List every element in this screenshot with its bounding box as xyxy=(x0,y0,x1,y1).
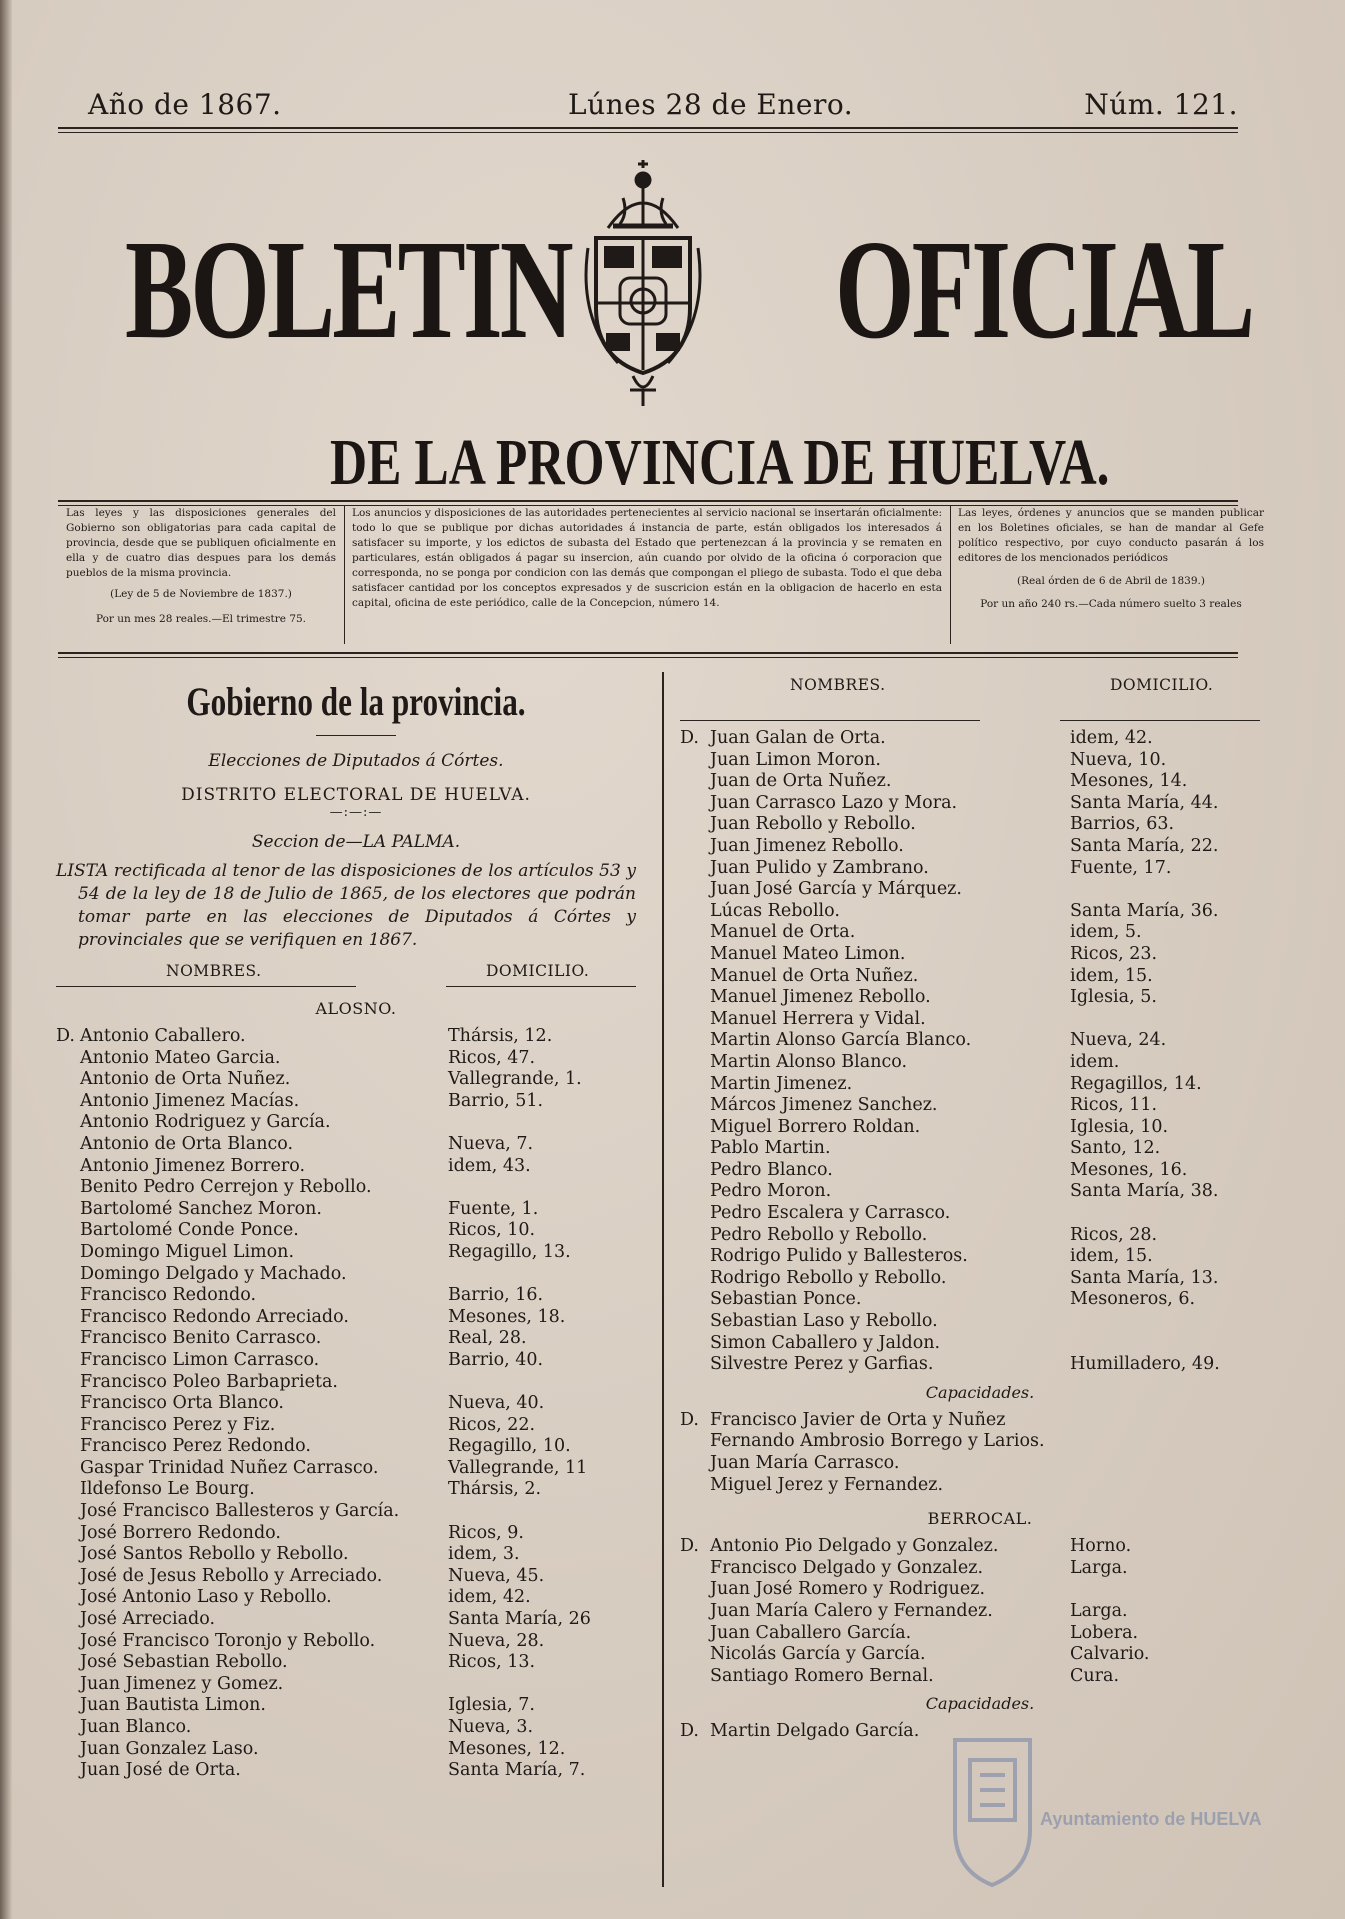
list-item xyxy=(680,793,1280,815)
list-item xyxy=(56,1307,656,1329)
elector-name: Martin Delgado García. xyxy=(710,1721,920,1742)
list-item xyxy=(680,1160,1280,1182)
elector-domicilio: idem, 15. xyxy=(1070,965,1153,986)
notices-rule xyxy=(58,652,1238,658)
list-item xyxy=(680,1453,1280,1475)
elector-domicilio: Nueva, 24. xyxy=(1070,1030,1167,1051)
elector-name: Juan Jimenez Rebollo. xyxy=(710,835,904,856)
don-prefix: D. xyxy=(680,1721,699,1742)
list-item xyxy=(56,1069,656,1091)
list-item xyxy=(56,1436,656,1458)
elector-name: Manuel Jimenez Rebollo. xyxy=(710,987,931,1008)
elector-domicilio: Vallegrande, 11 xyxy=(448,1457,588,1478)
domicilio-header: DOMICILIO. xyxy=(1110,676,1214,694)
elector-name: José Francisco Toronjo y Rebollo. xyxy=(80,1630,376,1651)
elector-name: Juan Bautista Limon. xyxy=(80,1695,266,1716)
list-item xyxy=(56,1479,656,1501)
list-item xyxy=(680,1138,1280,1160)
list-item xyxy=(56,1372,656,1394)
elector-name: Juan Carrasco Lazo y Mora. xyxy=(710,792,958,813)
elector-name: Rodrigo Pulido y Ballesteros. xyxy=(710,1246,968,1267)
list-item xyxy=(56,1285,656,1307)
don-prefix: D. xyxy=(680,1536,699,1557)
elector-name: Francisco Javier de Orta y Nuñez xyxy=(710,1409,1006,1430)
elector-domicilio: idem, 5. xyxy=(1070,922,1142,943)
list-item xyxy=(680,1536,1280,1558)
elector-name: José de Jesus Rebollo y Arreciado. xyxy=(80,1565,383,1586)
list-item xyxy=(56,1674,656,1696)
elector-name: Antonio de Orta Blanco. xyxy=(80,1133,294,1154)
elector-name: Fernando Ambrosio Borrego y Larios. xyxy=(710,1431,1045,1452)
header-rule xyxy=(58,127,1238,133)
elector-domicilio: idem, 42. xyxy=(448,1587,531,1608)
elector-domicilio: Santa María, 7. xyxy=(448,1760,586,1781)
elector-domicilio: idem, 15. xyxy=(1070,1246,1153,1267)
elector-name: Francisco Orta Blanco. xyxy=(80,1393,284,1414)
issue-date: Lúnes 28 de Enero. xyxy=(568,88,854,121)
elector-domicilio: Regagillo, 10. xyxy=(448,1436,571,1457)
list-item xyxy=(680,1475,1280,1497)
list-item xyxy=(56,1544,656,1566)
elector-name: Pedro Moron. xyxy=(710,1181,832,1202)
elector-domicilio: idem, 3. xyxy=(448,1544,520,1565)
list-item xyxy=(56,1760,656,1782)
ornament: —:—:— xyxy=(329,805,383,820)
elector-domicilio: Barrio, 51. xyxy=(448,1090,544,1111)
elector-name: Martin Alonso García Blanco. xyxy=(710,1030,972,1051)
notice-right-text: Las leyes, órdenes y anuncios que se manden publicar en los Boletines oficiales, se han de mandar al Gefe político respectivo, por cuyo conducto pasarán á los editores de los mencionados periódicos xyxy=(958,507,1264,564)
capacidades-heading: Capacidades. xyxy=(925,1694,1035,1714)
elector-name: Pablo Martin. xyxy=(710,1138,831,1159)
elector-domicilio: Thársis, 2. xyxy=(448,1479,542,1500)
list-item xyxy=(680,966,1280,988)
elector-domicilio: Iglesia, 10. xyxy=(1070,1116,1169,1137)
list-item xyxy=(56,1566,656,1588)
list-item xyxy=(680,1410,1280,1432)
header-line xyxy=(58,88,1238,132)
left-table-header xyxy=(56,952,656,992)
elector-name: Juan José de Orta. xyxy=(80,1760,241,1781)
list-item xyxy=(56,1393,656,1415)
list-item xyxy=(680,1431,1280,1453)
list-item xyxy=(680,1246,1280,1268)
right-table-header xyxy=(680,670,1280,728)
elector-domicilio: Larga. xyxy=(1070,1557,1128,1578)
list-item xyxy=(680,987,1280,1009)
elector-domicilio: Santa María, 36. xyxy=(1070,900,1219,921)
issue-number: Núm. 121. xyxy=(1084,88,1238,121)
notice-right-ref: (Real órden de 6 de Abril de 1839.) xyxy=(1017,575,1205,587)
notice-separator xyxy=(344,506,345,644)
list-item xyxy=(56,1652,656,1674)
elector-name: Francisco Poleo Barbaprieta. xyxy=(80,1371,338,1392)
elector-name: Domingo Miguel Limon. xyxy=(80,1241,295,1262)
list-item xyxy=(680,1181,1280,1203)
elector-name: Antonio Pio Delgado y Gonzalez. xyxy=(710,1536,999,1557)
left-column xyxy=(56,670,656,1782)
list-item xyxy=(680,858,1280,880)
elector-name: José Sebastian Rebollo. xyxy=(80,1652,288,1673)
elector-name: Pedro Blanco. xyxy=(710,1159,833,1180)
list-item xyxy=(680,1030,1280,1052)
list-item xyxy=(680,1311,1280,1333)
notice-separator xyxy=(950,506,951,644)
elector-domicilio: Mesones, 16. xyxy=(1070,1159,1188,1180)
notice-middle-text: Los anuncios y disposiciones de las autoridades pertenecientes al servicio nacional se insertarán oficialmente: todo lo que se publique por dichas autoridades á instancia de parte, están obligados los interesados á satisfacer su importe, y los edictos de subasta del Estado que pertenezcan á la provincia y se rematen en particulares, están obligados á pagar su insercion, aún cuando por olvido de la oficina ó corporacion que corresponda, no se ponga por condicion con las demás que compongan el pliego de subasta. Todo el que deba satisfacer cantidad por los conceptos expresados y de suscricion están en la obligacion de hacerlo en esta capital, oficina de este periódico, calle de la Concepcion, número 14. xyxy=(352,507,942,609)
list-item xyxy=(680,944,1280,966)
elector-domicilio: Cura. xyxy=(1070,1665,1120,1686)
issue-year: Año de 1867. xyxy=(88,88,282,121)
list-item xyxy=(56,1328,656,1350)
town-heading: ALOSNO. xyxy=(315,999,397,1018)
watermark-text: Ayuntamiento de HUELVA xyxy=(1040,1809,1262,1829)
elector-name: Sebastian Laso y Rebollo. xyxy=(710,1311,938,1332)
elector-name: Francisco Perez Redondo. xyxy=(80,1436,311,1457)
elector-name: Rodrigo Rebollo y Rebollo. xyxy=(710,1267,947,1288)
list-item xyxy=(680,836,1280,858)
elector-domicilio: Ricos, 10. xyxy=(448,1220,536,1241)
capacidades-heading: Capacidades. xyxy=(925,1382,1035,1402)
list-item xyxy=(680,1268,1280,1290)
elector-name: Juan Caballero García. xyxy=(710,1622,912,1643)
elector-name: José Antonio Laso y Rebollo. xyxy=(80,1587,332,1608)
list-item xyxy=(680,1052,1280,1074)
elector-domicilio: Ricos, 28. xyxy=(1070,1224,1158,1245)
elector-name: Juan José García y Márquez. xyxy=(710,879,962,900)
list-item xyxy=(680,750,1280,772)
masthead-subtitle: DE LA PROVINCIA DE HUELVA. xyxy=(330,426,1110,499)
list-item xyxy=(56,1609,656,1631)
elector-name: Manuel de Orta Nuñez. xyxy=(710,965,919,986)
don-prefix: D. xyxy=(680,1409,699,1430)
elector-name: Juan Jimenez y Gomez. xyxy=(80,1673,284,1694)
elector-name: Lúcas Rebollo. xyxy=(710,900,840,921)
list-item xyxy=(680,1074,1280,1096)
elector-name: Pedro Escalera y Carrasco. xyxy=(710,1203,951,1224)
list-item xyxy=(680,1601,1280,1623)
elector-domicilio: Santa María, 13. xyxy=(1070,1267,1219,1288)
royal-coat-of-arms-icon xyxy=(568,158,718,408)
elector-name: Manuel de Orta. xyxy=(710,922,856,943)
elections-heading: Elecciones de Diputados á Córtes. xyxy=(208,751,504,771)
capacidades-list xyxy=(680,1410,1280,1496)
list-item xyxy=(680,1354,1280,1376)
elector-domicilio: Santa María, 38. xyxy=(1070,1181,1219,1202)
elector-name: Antonio Mateo Garcia. xyxy=(80,1047,281,1068)
names-header: NOMBRES. xyxy=(790,676,886,694)
elector-domicilio: Barrios, 63. xyxy=(1070,814,1175,835)
elector-domicilio: idem, 43. xyxy=(448,1155,531,1176)
elector-name: Domingo Delgado y Machado. xyxy=(80,1263,347,1284)
list-item xyxy=(56,1587,656,1609)
elector-domicilio: Larga. xyxy=(1070,1600,1128,1621)
list-item xyxy=(680,1579,1280,1601)
masthead-title-right: OFICIAL xyxy=(835,210,1253,368)
elector-name: Juan María Calero y Fernandez. xyxy=(710,1600,993,1621)
list-item xyxy=(56,1523,656,1545)
elector-domicilio: idem, 42. xyxy=(1070,728,1153,748)
elector-name: Antonio Caballero. xyxy=(80,1026,246,1046)
list-item xyxy=(56,1134,656,1156)
list-item xyxy=(56,1695,656,1717)
list-item xyxy=(56,1048,656,1070)
elector-name: Juan Limon Moron. xyxy=(710,749,881,770)
elector-domicilio: Mesones, 18. xyxy=(448,1306,566,1327)
elector-domicilio: Horno. xyxy=(1070,1536,1132,1557)
huelva-city-crest-icon xyxy=(935,1720,1275,1890)
list-item xyxy=(680,1117,1280,1139)
elector-domicilio: idem. xyxy=(1070,1051,1120,1072)
list-item xyxy=(680,1225,1280,1247)
elector-domicilio: Barrio, 16. xyxy=(448,1285,544,1306)
list-item xyxy=(56,1415,656,1437)
elector-name: Antonio Jimenez Macías. xyxy=(80,1090,300,1111)
elector-name: Gaspar Trinidad Nuñez Carrasco. xyxy=(80,1457,379,1478)
notice-left-text: Las leyes y las disposiciones generales del Gobierno son obligatorias para cada capital de provincia, desde que se publiquen oficialmente en ella y de cuatro dias despues para los demás pueblos de la misma provincia. xyxy=(66,507,336,579)
don-prefix: D. xyxy=(56,1026,75,1046)
elector-domicilio: Iglesia, 7. xyxy=(448,1695,535,1716)
elector-domicilio: Ricos, 9. xyxy=(448,1522,524,1543)
elector-domicilio: Ricos, 11. xyxy=(1070,1095,1158,1116)
elector-name: Miguel Jerez y Fernandez. xyxy=(710,1474,944,1495)
list-item xyxy=(56,1242,656,1264)
elector-name: Francisco Delgado y Gonzalez. xyxy=(710,1557,984,1578)
elector-domicilio: Real, 28. xyxy=(448,1328,527,1349)
elector-name: Juan Galan de Orta. xyxy=(710,728,886,748)
elector-domicilio: Humilladero, 49. xyxy=(1070,1354,1220,1375)
elector-domicilio: Fuente, 1. xyxy=(448,1198,539,1219)
list-item xyxy=(680,728,1280,750)
elector-domicilio: Regagillo, 13. xyxy=(448,1241,571,1262)
list-item xyxy=(680,1095,1280,1117)
elector-name: Martin Jimenez. xyxy=(710,1073,853,1094)
elector-domicilio: Santo, 12. xyxy=(1070,1138,1161,1159)
elector-domicilio: Ricos, 47. xyxy=(448,1047,536,1068)
elector-name: Antonio Jimenez Borrero. xyxy=(80,1155,306,1176)
elector-domicilio: Mesones, 14. xyxy=(1070,771,1188,792)
masthead-title-left: BOLETIN xyxy=(125,210,571,368)
notice-right xyxy=(958,506,1264,612)
notice-left-ref: (Ley de 5 de Noviembre de 1837.) xyxy=(110,588,292,600)
elector-domicilio: Nueva, 10. xyxy=(1070,749,1167,770)
list-item xyxy=(56,1264,656,1286)
elector-name: Juan José Romero y Rodriguez. xyxy=(710,1579,986,1600)
list-item xyxy=(680,771,1280,793)
elector-name: Manuel Herrera y Vidal. xyxy=(710,1008,926,1029)
elector-name: José Borrero Redondo. xyxy=(80,1522,281,1543)
elector-domicilio: Nueva, 40. xyxy=(448,1393,545,1414)
elector-name: Bartolomé Sanchez Moron. xyxy=(80,1198,322,1219)
list-item xyxy=(680,901,1280,923)
elector-domicilio: Calvario. xyxy=(1070,1644,1150,1665)
elector-name: Francisco Perez y Fiz. xyxy=(80,1414,276,1435)
elector-domicilio: Santa María, 26 xyxy=(448,1609,591,1630)
elector-name: Pedro Rebollo y Rebollo. xyxy=(710,1224,928,1245)
elector-name: Simon Caballero y Jaldon. xyxy=(710,1332,941,1353)
list-item xyxy=(56,1026,656,1048)
elector-name: Antonio de Orta Nuñez. xyxy=(80,1069,291,1090)
elector-name: Miguel Borrero Roldan. xyxy=(710,1116,921,1137)
elector-name: Ildefonso Le Bourg. xyxy=(80,1479,255,1500)
section-title: Gobierno de la provincia. xyxy=(186,679,526,724)
elector-name: Juan Rebollo y Rebollo. xyxy=(710,814,916,835)
list-item xyxy=(680,1666,1280,1688)
elector-domicilio: Mesones, 12. xyxy=(448,1738,566,1759)
elector-domicilio: Lobera. xyxy=(1070,1622,1139,1643)
notice-left-price: Por un mes 28 reales.—El trimestre 75. xyxy=(95,613,307,625)
elector-domicilio: Fuente, 17. xyxy=(1070,857,1172,878)
elector-domicilio: Nueva, 7. xyxy=(448,1133,534,1154)
list-item xyxy=(56,1199,656,1221)
elector-domicilio: Mesoneros, 6. xyxy=(1070,1289,1196,1310)
elector-name: Silvestre Perez y Garfias. xyxy=(710,1354,934,1375)
elector-name: Nicolás García y García. xyxy=(710,1644,926,1665)
list-item xyxy=(680,1009,1280,1031)
elector-domicilio: Nueva, 45. xyxy=(448,1565,545,1586)
list-item xyxy=(56,1177,656,1199)
list-item xyxy=(680,922,1280,944)
list-item xyxy=(56,1458,656,1480)
elector-domicilio: Ricos, 13. xyxy=(448,1652,536,1673)
elector-name: José Francisco Ballesteros y García. xyxy=(80,1501,400,1522)
elector-name: Martin Alonso Blanco. xyxy=(710,1051,908,1072)
elector-name: Benito Pedro Cerrejon y Rebollo. xyxy=(80,1177,372,1198)
elector-name: Manuel Mateo Limon. xyxy=(710,943,906,964)
district-heading: DISTRITO ELECTORAL DE HUELVA. xyxy=(181,785,531,805)
don-prefix: D. xyxy=(680,728,699,748)
list-item xyxy=(56,1501,656,1523)
elector-name: Juan María Carrasco. xyxy=(710,1453,900,1473)
names-header: NOMBRES. xyxy=(166,962,262,980)
notice-middle xyxy=(352,506,942,611)
list-item xyxy=(680,1289,1280,1311)
domicilio-header: DOMICILIO. xyxy=(486,962,590,980)
elector-list xyxy=(680,728,1280,1376)
elector-name: José Arreciado. xyxy=(80,1609,216,1630)
elector-name: Juan Pulido y Zambrano. xyxy=(710,857,929,878)
elector-domicilio: Ricos, 23. xyxy=(1070,943,1158,964)
lista-paragraph: LISTA rectificada al tenor de las disposiciones de los artículos 53 y 54 de la ley de 18 de Julio de 1865, de los electores que podrán tomar parte en las elecciones de Diputados á Córtes y provinciales que se verifiquen en 1867. xyxy=(56,861,636,950)
elector-name: José Santos Rebollo y Rebollo. xyxy=(80,1544,349,1565)
elector-domicilio: Ricos, 22. xyxy=(448,1414,536,1435)
elector-domicilio: Nueva, 28. xyxy=(448,1630,545,1651)
elector-domicilio: Santa María, 22. xyxy=(1070,835,1219,856)
list-item xyxy=(680,814,1280,836)
seccion-heading: Seccion de—LA PALMA. xyxy=(251,832,461,852)
elector-name: Francisco Limon Carrasco. xyxy=(80,1349,320,1370)
ornament-rule xyxy=(56,725,656,747)
list-item xyxy=(56,1156,656,1178)
list-item xyxy=(56,1739,656,1761)
elector-name: Juan Blanco. xyxy=(80,1717,192,1737)
elector-name: Francisco Redondo. xyxy=(80,1285,257,1306)
elector-domicilio: Barrio, 40. xyxy=(448,1349,544,1370)
elector-list xyxy=(56,1026,656,1782)
list-item xyxy=(680,879,1280,901)
town-heading: BERROCAL. xyxy=(927,1509,1033,1529)
elector-name: Bartolomé Conde Ponce. xyxy=(80,1220,299,1241)
elector-name: Juan de Orta Nuñez. xyxy=(710,771,892,792)
elector-domicilio: Vallegrande, 1. xyxy=(448,1069,582,1090)
elector-name: Juan Gonzalez Laso. xyxy=(80,1738,259,1759)
list-item xyxy=(680,1644,1280,1666)
elector-name: Francisco Redondo Arreciado. xyxy=(80,1306,349,1327)
elector-domicilio: Nueva, 3. xyxy=(448,1717,534,1737)
elector-name: Francisco Benito Carrasco. xyxy=(80,1328,322,1349)
list-item xyxy=(680,1623,1280,1645)
list-item xyxy=(56,1631,656,1653)
list-item xyxy=(56,1717,656,1739)
elector-list xyxy=(680,1536,1280,1687)
elector-name: Sebastian Ponce. xyxy=(710,1289,862,1310)
elector-name: Antonio Rodriguez y García. xyxy=(80,1112,331,1133)
column-separator xyxy=(662,672,664,1887)
elector-name: Márcos Jimenez Sanchez. xyxy=(710,1095,938,1116)
notice-left xyxy=(66,506,336,627)
list-item xyxy=(56,1220,656,1242)
list-item xyxy=(680,1333,1280,1355)
page-edge xyxy=(0,0,12,1919)
list-item xyxy=(56,1350,656,1372)
elector-name: Santiago Romero Bernal. xyxy=(710,1665,934,1686)
notice-right-price: Por un año 240 rs.—Cada número suelto 3 reales xyxy=(980,598,1242,610)
list-item xyxy=(56,1112,656,1134)
list-item xyxy=(680,1558,1280,1580)
elector-domicilio: Iglesia, 5. xyxy=(1070,987,1157,1008)
elector-domicilio: Santa María, 44. xyxy=(1070,792,1219,813)
elector-domicilio: Thársis, 12. xyxy=(448,1026,553,1046)
right-column xyxy=(680,670,1280,1743)
list-item xyxy=(680,1203,1280,1225)
elector-domicilio: Regagillos, 14. xyxy=(1070,1073,1202,1094)
list-item xyxy=(56,1091,656,1113)
